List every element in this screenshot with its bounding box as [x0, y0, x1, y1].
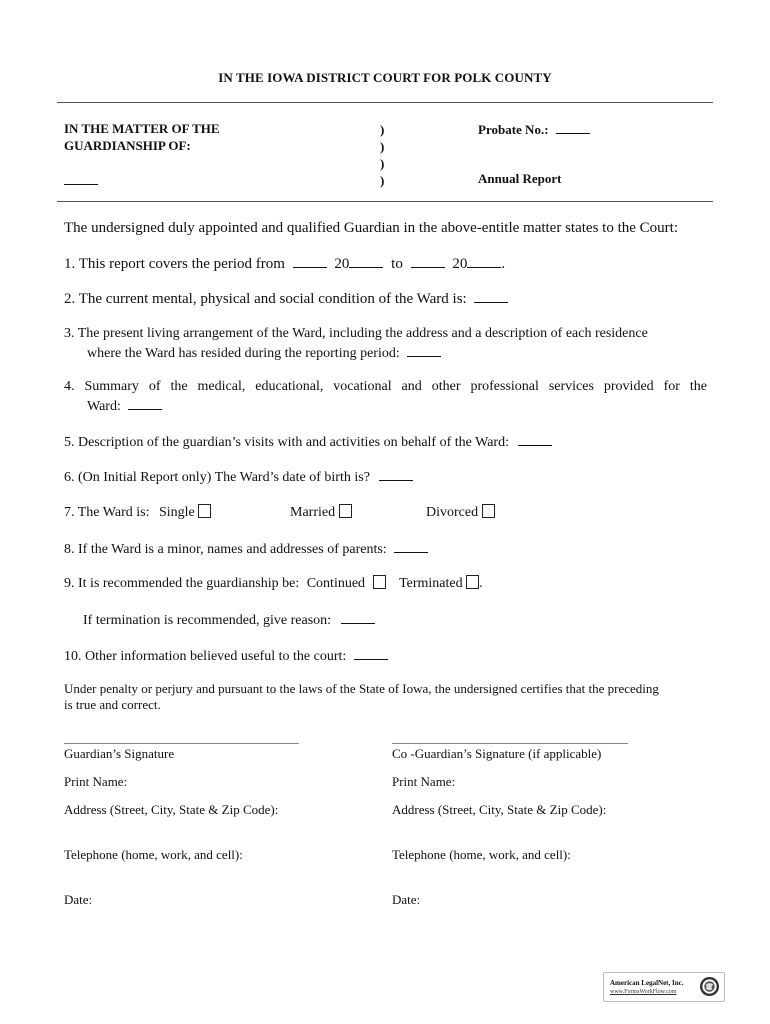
parents-blank[interactable] [394, 540, 428, 553]
condition-blank[interactable] [474, 290, 508, 303]
item-10 [64, 647, 388, 665]
item-3-text: where the Ward has resided during the reporting period: [87, 346, 400, 361]
co-guardian-signature-label: Co -Guardian’s Signature (if applicable) [392, 746, 602, 761]
item-4-text: Ward: [87, 399, 121, 414]
matter-line-1: IN THE MATTER OF THE [64, 121, 220, 136]
guardian-signature-line[interactable] [64, 743, 299, 744]
item-1-to: to [391, 256, 403, 272]
option-divorced [426, 504, 495, 521]
period-end-blank[interactable] [411, 255, 445, 268]
caption-paren: ) [380, 139, 385, 154]
option-continued-label: Continued [306, 576, 366, 591]
matter-line-2: GUARDIANSHIP OF: [64, 138, 191, 153]
co-guardian-date-label: Date: [392, 892, 421, 907]
court-title: IN THE IOWA DISTRICT COURT FOR POLK COUNTY [218, 70, 552, 85]
caption-paren: ) [380, 122, 385, 137]
guardian-print-name-label: Print Name: [64, 774, 128, 789]
caption-paren: ) [380, 156, 385, 171]
option-terminated-label: Terminated [399, 576, 463, 591]
probate-label [478, 121, 590, 138]
item-4-line-1: 4. Summary of the medical, educational, vocational and other professional services provided for the [64, 379, 707, 394]
living-arrangement-blank[interactable] [407, 344, 441, 357]
married-checkbox[interactable] [339, 504, 352, 518]
co-guardian-address-label: Address (Street, City, State & Zip Code): [392, 802, 607, 817]
item-6-text: 6. (On Initial Report only) The Ward’s date of birth is? [64, 470, 370, 485]
caption-paren: ) [380, 173, 385, 188]
item-5-text: 5. Description of the guardian’s visits with and activities on behalf of the Ward: [64, 435, 509, 450]
terminated-checkbox[interactable] [466, 575, 479, 589]
item-6 [64, 468, 413, 486]
item-8 [64, 540, 428, 558]
globe-logo-icon [699, 976, 720, 997]
report-title: Annual Report [478, 171, 562, 186]
publisher-badge [603, 972, 725, 1002]
divorced-checkbox[interactable] [482, 504, 495, 518]
item-5 [64, 433, 552, 451]
guardian-date-label: Date: [64, 892, 93, 907]
item-3-line-1: 3. The present living arrangement of the Ward, including the address and a description of each residence [64, 326, 648, 341]
item-3-line-2 [87, 344, 441, 362]
termination-reason-blank[interactable] [341, 611, 375, 624]
guardian-address-label: Address (Street, City, State & Zip Code): [64, 802, 279, 817]
option-single-label: Single [158, 505, 195, 520]
item-1 [64, 255, 505, 273]
item-10-text: 10. Other information believed useful to the court: [64, 649, 347, 664]
item-1-period: . [501, 256, 506, 272]
publisher-url[interactable]: www.FormsWorkFlow.com [610, 989, 677, 995]
item-7-text: 7. The Ward is: [64, 505, 150, 520]
other-info-blank[interactable] [354, 647, 388, 660]
termination-text: If termination is recommended, give reason: [83, 613, 332, 628]
continued-checkbox[interactable] [373, 575, 386, 589]
item-4-line-2 [87, 397, 162, 415]
probate-label-text: Probate No.: [478, 122, 549, 137]
intro-text: The undersigned duly appointed and qualified Guardian in the above-entitle matter states to the Court: [64, 220, 678, 236]
period-end-year-blank[interactable] [467, 255, 501, 268]
option-married [290, 504, 352, 521]
guardian-signature-label: Guardian’s Signature [64, 746, 175, 761]
services-blank[interactable] [128, 397, 162, 410]
birth-date-blank[interactable] [379, 468, 413, 481]
co-guardian-print-name-label: Print Name: [392, 774, 456, 789]
termination-reason [83, 611, 375, 629]
item-8-text: 8. If the Ward is a minor, names and addresses of parents: [64, 542, 387, 557]
probate-number-blank[interactable] [556, 121, 590, 134]
guardian-telephone-label: Telephone (home, work, and cell): [64, 847, 243, 862]
option-married-label: Married [290, 505, 336, 520]
item-1-year-prefix: 20 [334, 256, 350, 272]
top-divider [57, 102, 713, 103]
item-7-label [64, 504, 211, 521]
visits-blank[interactable] [518, 433, 552, 446]
co-guardian-signature-line[interactable] [392, 743, 628, 744]
option-divorced-label: Divorced [426, 505, 479, 520]
period-start-blank[interactable] [293, 255, 327, 268]
item-9 [64, 575, 483, 592]
publisher-name: American LegalNet, Inc. [610, 979, 684, 987]
item-9-text: 9. It is recommended the guardianship be: [64, 576, 300, 591]
certification-line-2: is true and correct. [64, 697, 161, 712]
item-1-prefix: 1. This report covers the period from [64, 256, 285, 272]
item-2 [64, 290, 508, 308]
period-start-year-blank[interactable] [349, 255, 383, 268]
certification-line-1: Under penalty or perjury and pursuant to the laws of the State of Iowa, the undersigned certifies that the preceding [64, 681, 659, 696]
item-2-text: 2. The current mental, physical and social condition of the Ward is: [64, 291, 467, 307]
single-checkbox[interactable] [198, 504, 211, 518]
item-1-year-prefix-2: 20 [452, 256, 468, 272]
ward-name-blank[interactable] [64, 184, 98, 185]
co-guardian-telephone-label: Telephone (home, work, and cell): [392, 847, 571, 862]
item-9-period: . [479, 576, 483, 591]
caption-divider [57, 201, 713, 202]
